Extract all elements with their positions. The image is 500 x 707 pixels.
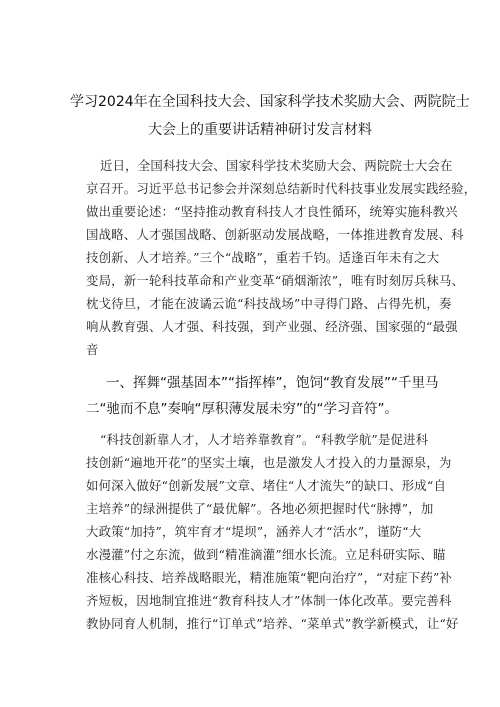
intro-line: 响从教育强、人才强、科技强，到产业强、经济强、国家强的“最强 [86, 319, 458, 334]
section-heading-line-2: 二“驰而不息”奏响“厚积薄发展未穷”的“学习音符”。 [86, 401, 398, 417]
intro-line: 音 [86, 342, 99, 357]
title-line-2: 大会上的重要讲话精神研讨发言材料 [148, 122, 372, 138]
body-line: “科技创新靠人才，人才培养靠教育”。“科教学航”是促进科 [100, 432, 429, 447]
intro-line: 近日，全国科技大会、国家科学技术奖励大会、两院院士大会在 [100, 158, 453, 173]
body-line: 水漫灌”付之东流，做到“精准滴灌”细水长流。立足科研实际、瞄 [86, 547, 446, 562]
intro-line: 国战略、人才强国战略、创新驱动发展战略，一体推进教育发展、科 [86, 227, 464, 242]
intro-line: 技创新、人才培养。”三个“战略”，重若千钧。适逢百年未有之大 [86, 250, 440, 265]
body-line: 教协同育人机制，推行“订单式”培养、“菜单式”教学新模式，让“好 [86, 616, 459, 631]
intro-line: 做出重要论述：“坚持推动教育科技人才良性循环，统筹实施科教兴 [86, 204, 458, 219]
title-line-1: 学习2024年在全国科技大会、国家科学技术奖励大会、两院院士 [70, 94, 470, 110]
intro-line: 京召开。习近平总书记参会并深刻总结新时代科技事业发展实践经验， [86, 181, 477, 196]
body-line: 主培养”的绿洲提供了“最优解”。各地必须把握时代“脉搏”，加 [86, 501, 434, 516]
intro-line: 枕戈待旦，才能在波谲云诡“科技战场”中寻得门路、占得先机，奏 [86, 296, 452, 311]
body-line: 齐短板，因地制宜推进“教育科技人才”体制一体化改革。要完善科 [86, 593, 452, 608]
body-line: 准核心科技、培养战略眼光，精准施策“靶向治疗”，“对症下药”补 [86, 570, 453, 585]
intro-line: 变局，新一轮科技革命和产业变革“硝烟渐浓”，唯有时刻厉兵秣马、 [86, 273, 465, 288]
body-line: 如何深入做好“创新发展”文章、堵住“人才流失”的缺口、形成“自 [86, 478, 447, 493]
body-line: 大政策“加持”，筑牢育才“堤坝”，涵养人才“活水”，谨防“大 [86, 524, 422, 539]
section-heading-line-1: 一、挥舞“强基固本”“指挥棒”，饱饲“教育发展”“千里马 [106, 375, 439, 391]
body-line: 技创新“遍地开花”的坚实土壤，也是激发人才投入的力量源泉，为 [86, 455, 452, 470]
